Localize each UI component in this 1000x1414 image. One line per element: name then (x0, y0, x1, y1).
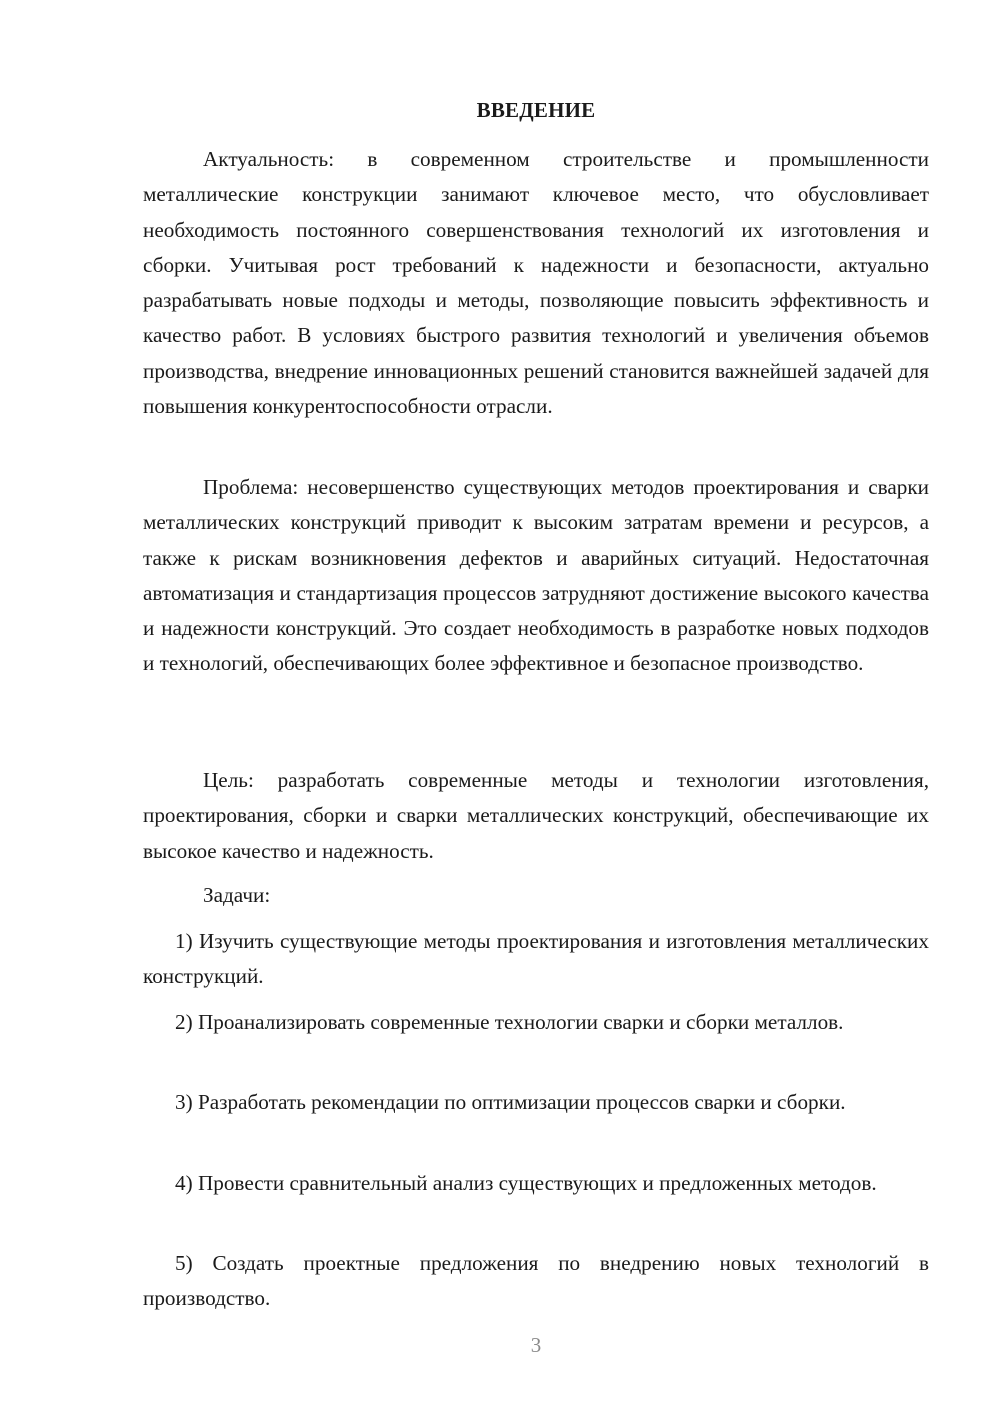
page-title: ВВЕДЕНИЕ (476, 98, 596, 122)
task-item: 2) Проанализировать современные технологии сварки и сборки металлов. (175, 1010, 844, 1034)
paragraph-goal: Цель: разработать современные методы и технологии изготовления, проектирования, сборки и сварки металлических конструкций, обеспечивающие их высокое качество и надежность. (143, 768, 929, 863)
document-page (143, 0, 929, 1414)
page-number: 3 (530, 1333, 542, 1357)
task-item: 4) Провести сравнительный анализ существующих и предложенных методов. (175, 1171, 877, 1195)
paragraph-relevance: Актуальность: в современном строительстве и промышленности металлические конструкции занимают ключевое место, что обусловливает необходимость постоянного совершенствования технологий их изготовления и сборки. Учитывая рост требований к надежности и безопасности, актуально разрабатывать новые подходы и методы, позволяющие повысить эффективность и качество работ. В условиях быстрого развития технологий и увеличения объемов производства, внедрение инновационных решений становится важнейшей задачей для повышения конкурентоспособности отрасли. (143, 147, 929, 419)
tasks-label: Задачи: (203, 883, 271, 907)
task-item: 1) Изучить существующие методы проектирования и изготовления металлических конструкций. (143, 929, 929, 989)
task-item: 3) Разработать рекомендации по оптимизации процессов сварки и сборки. (175, 1090, 846, 1114)
task-item: 5) Создать проектные предложения по внедрению новых технологий в производство. (143, 1251, 929, 1311)
paragraph-problem: Проблема: несовершенство существующих методов проектирования и сварки металлических конструкций приводит к высоким затратам времени и ресурсов, а также к рискам возникновения дефектов и аварийных ситуаций. Недостаточная автоматизация и стандартизация процессов затрудняют достижение высокого качества и надежности конструкций. Это создает необходимость в разработке новых подходов и технологий, обеспечивающих более эффективное и безопасное производство. (143, 475, 929, 676)
